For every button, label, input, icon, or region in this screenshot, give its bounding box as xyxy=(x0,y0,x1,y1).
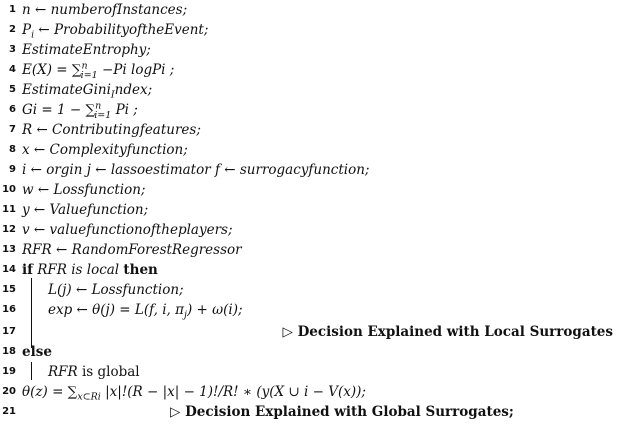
line-text: v ← valuefunctionoftheplayers; xyxy=(22,222,233,238)
line-number: 15 xyxy=(2,284,16,295)
line-text: R ← Contributingfeatures; xyxy=(22,122,201,138)
line-number: 10 xyxy=(2,184,16,195)
algo-line-21 xyxy=(0,402,617,422)
keyword-if: if xyxy=(22,262,33,278)
algo-line-14 xyxy=(0,260,617,280)
line-number: 17 xyxy=(2,326,16,337)
algo-line-3 xyxy=(0,40,617,60)
line-number: 13 xyxy=(2,244,16,255)
keyword-then: then xyxy=(123,262,158,278)
algo-line-15 xyxy=(0,280,617,300)
algo-line-7 xyxy=(0,120,617,140)
line-number: 11 xyxy=(2,204,16,215)
algo-line-16 xyxy=(0,300,617,320)
algo-line-8 xyxy=(0,140,617,160)
line-text: $\theta(z) = \sum_{x\subset Ri}$ |x|!(R − |x| − 1)!/R! ∗ (y(X ∪ i − V(x)); xyxy=(22,384,366,403)
line-number: 6 xyxy=(9,104,16,115)
line-text: $P_i$ ← ProbabilityoftheEvent; xyxy=(22,22,209,41)
line-text: i ← orgin j ← lassoestimator f ← surrogacyfunction; xyxy=(22,162,370,178)
line-text: EstimateEntrophy; xyxy=(22,42,151,58)
line-number: 4 xyxy=(9,64,16,75)
line-text: y ← Valuefunction; xyxy=(22,202,149,218)
algo-line-18 xyxy=(0,342,617,362)
line-number: 19 xyxy=(2,366,16,377)
algo-line-9 xyxy=(0,160,617,180)
algo-line-13 xyxy=(0,240,617,260)
algo-line-5 xyxy=(0,80,617,100)
algo-line-2 xyxy=(0,20,617,40)
line-number: 14 xyxy=(2,264,16,275)
line-number: 16 xyxy=(2,304,16,315)
line-text: RFR is global xyxy=(48,364,140,380)
line-number: 5 xyxy=(9,84,16,95)
line-text: if RFR is local then xyxy=(22,262,158,278)
line-number: 3 xyxy=(9,44,16,55)
algo-line-11 xyxy=(0,200,617,220)
line-text: RFR ← RandomForestRegressor xyxy=(22,242,242,258)
line-number: 8 xyxy=(9,144,16,155)
line-number: 7 xyxy=(9,124,16,135)
line-number: 9 xyxy=(9,164,16,175)
line-text: E(X) = ∑$^n_{i=1}$ −Pi logPi ; xyxy=(22,60,175,81)
line-text: n ← numberofInstances; xyxy=(22,2,188,18)
line-text: Gi = 1 − ∑$^n_{i=1}$ Pi ; xyxy=(22,100,138,121)
line-text: exp ← θ(j) = L(f, i, $\pi_j) + \omega(i)$; xyxy=(48,302,243,321)
algo-line-12 xyxy=(0,220,617,240)
algo-line-6 xyxy=(0,100,617,120)
line-text: L(j) ← Lossfunction; xyxy=(48,282,184,298)
line-number: 12 xyxy=(2,224,16,235)
algo-line-10 xyxy=(0,180,617,200)
algo-line-17 xyxy=(0,322,617,342)
line-number: 2 xyxy=(9,24,16,35)
global-surrogates-comment: ▷ Decision Explained with Global Surrogates; xyxy=(170,404,514,420)
line-text: x ← Complexityfunction; xyxy=(22,142,188,158)
algo-line-4 xyxy=(0,60,617,80)
line-number: 20 xyxy=(2,386,16,397)
algo-line-1 xyxy=(0,0,617,20)
line-number: 1 xyxy=(9,4,16,15)
algo-line-19 xyxy=(0,362,617,382)
line-text: w ← Lossfunction; xyxy=(22,182,146,198)
line-text: EstimateGini$_I$ndex; xyxy=(22,82,153,101)
keyword-else: else xyxy=(22,344,52,360)
algo-line-20 xyxy=(0,382,617,402)
line-number: 21 xyxy=(2,406,16,417)
local-surrogates-comment: ▷ Decision Explained with Local Surrogates xyxy=(282,324,613,340)
line-number: 18 xyxy=(2,346,16,357)
